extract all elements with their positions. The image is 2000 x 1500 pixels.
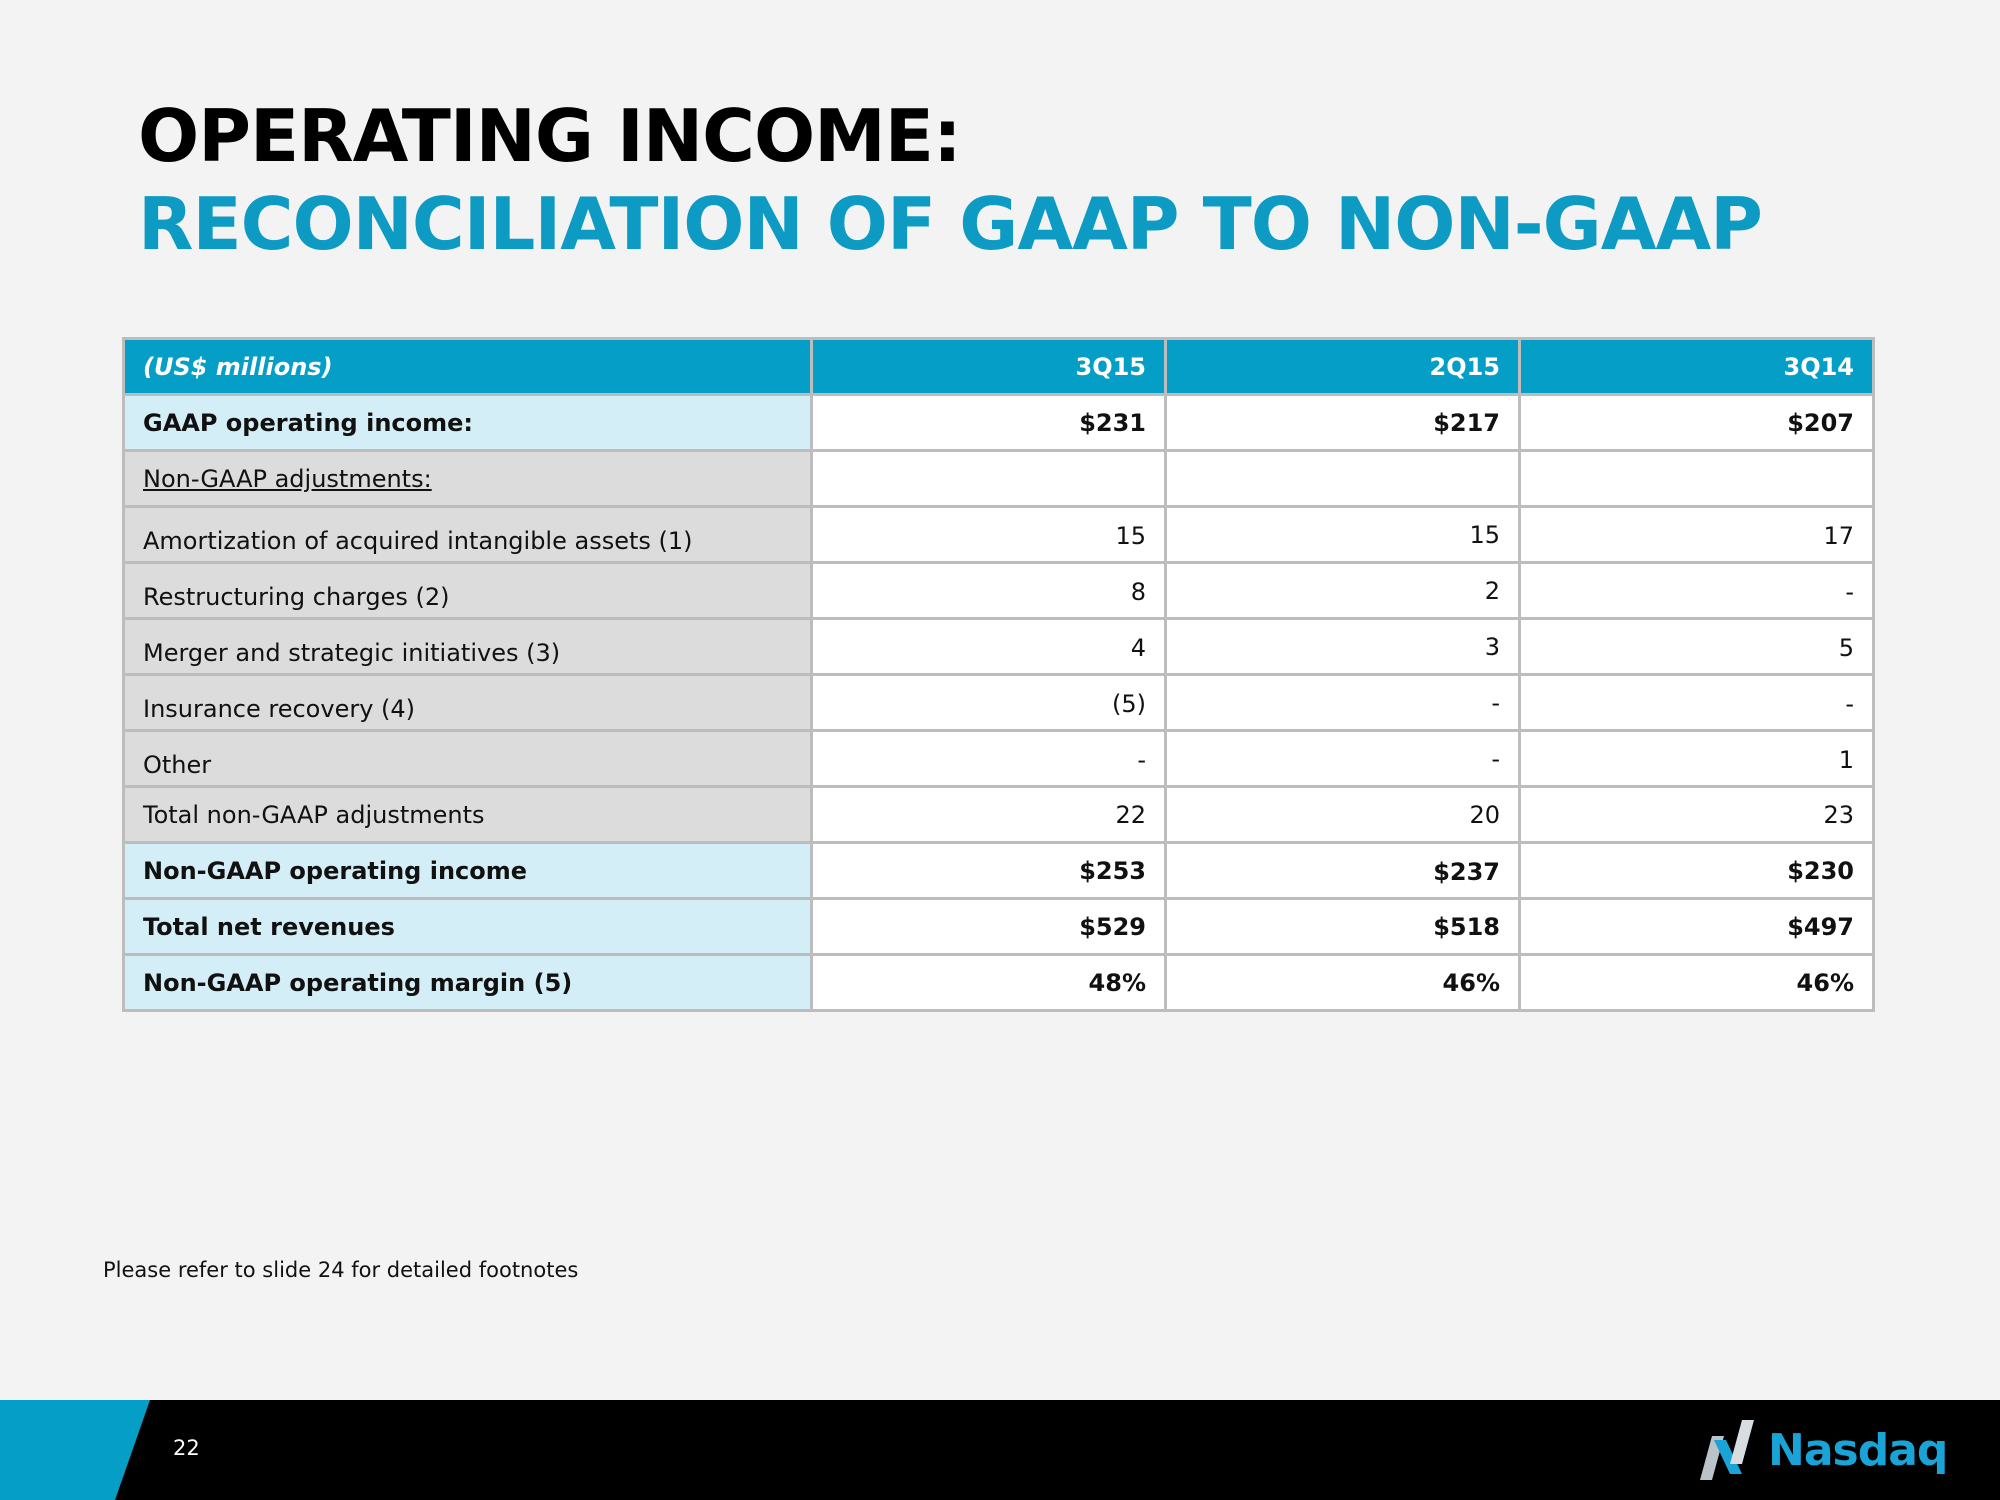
cell-3q15: 22: [812, 787, 1166, 843]
cell-2q15: $237: [1166, 843, 1520, 899]
row-label: Amortization of acquired intangible assets (1): [124, 507, 812, 563]
row-label: Total net revenues: [124, 899, 812, 955]
row-label: Restructuring charges (2): [124, 563, 812, 619]
cell-3q15: 4: [812, 619, 1166, 675]
slide-title-line-1: OPERATING INCOME:: [138, 94, 961, 178]
cell-2q15: -: [1166, 731, 1520, 787]
cell-2q15: 46%: [1166, 955, 1520, 1011]
cell-3q15: 15: [812, 507, 1166, 563]
cell-3q14: 5: [1520, 619, 1874, 675]
slide-title-line-2: RECONCILIATION OF GAAP TO NON-GAAP: [138, 182, 1762, 266]
cell-2q15: $217: [1166, 395, 1520, 451]
cell-3q15: (5): [812, 675, 1166, 731]
brand-logo: [1690, 1418, 1947, 1482]
row-label: Other: [124, 731, 812, 787]
table-header-row: [124, 339, 1874, 395]
header-units: (US$ millions): [124, 339, 812, 395]
cell-3q14: $207: [1520, 395, 1874, 451]
cell-3q14: [1520, 451, 1874, 507]
cell-2q15: [1166, 451, 1520, 507]
table-row: [124, 955, 1874, 1011]
table-row: [124, 675, 1874, 731]
page-number: 22: [173, 1436, 200, 1460]
cell-3q14: 46%: [1520, 955, 1874, 1011]
row-label: Non-GAAP operating income: [124, 843, 812, 899]
table-row: [124, 787, 1874, 843]
row-label: GAAP operating income:: [124, 395, 812, 451]
cell-2q15: 3: [1166, 619, 1520, 675]
header-3q14: 3Q14: [1520, 339, 1874, 395]
cell-3q15: $231: [812, 395, 1166, 451]
header-3q15: 3Q15: [812, 339, 1166, 395]
cell-3q14: -: [1520, 563, 1874, 619]
brand-name: Nasdaq: [1768, 1424, 1948, 1476]
cell-3q14: $230: [1520, 843, 1874, 899]
cell-3q14: 17: [1520, 507, 1874, 563]
row-label: Non-GAAP operating margin (5): [124, 955, 812, 1011]
cell-3q14: 1: [1520, 731, 1874, 787]
row-label: Total non-GAAP adjustments: [124, 787, 812, 843]
header-2q15: 2Q15: [1166, 339, 1520, 395]
cell-2q15: -: [1166, 675, 1520, 731]
table-row: [124, 899, 1874, 955]
cell-2q15: 15: [1166, 507, 1520, 563]
cell-3q14: $497: [1520, 899, 1874, 955]
cell-3q14: -: [1520, 675, 1874, 731]
footer-bar: [0, 1400, 2000, 1500]
footer-accent: [0, 1400, 150, 1500]
cell-3q15: -: [812, 731, 1166, 787]
adjustments-heading: Non-GAAP adjustments:: [143, 464, 432, 493]
table-row: [124, 451, 1874, 507]
cell-3q15: [812, 451, 1166, 507]
table-row: [124, 395, 1874, 451]
row-label: [124, 451, 812, 507]
table-row: [124, 731, 1874, 787]
row-label: Insurance recovery (4): [124, 675, 812, 731]
cell-2q15: 20: [1166, 787, 1520, 843]
table-row: [124, 619, 1874, 675]
row-label: Merger and strategic initiatives (3): [124, 619, 812, 675]
reconciliation-table: [122, 337, 1875, 1012]
cell-3q15: $253: [812, 843, 1166, 899]
cell-3q15: 8: [812, 563, 1166, 619]
cell-3q14: 23: [1520, 787, 1874, 843]
footnote: Please refer to slide 24 for detailed footnotes: [103, 1258, 579, 1282]
cell-2q15: $518: [1166, 899, 1520, 955]
table-row: [124, 507, 1874, 563]
nasdaq-logo-icon: [1690, 1418, 1762, 1482]
cell-2q15: 2: [1166, 563, 1520, 619]
cell-3q15: 48%: [812, 955, 1166, 1011]
table-row: [124, 843, 1874, 899]
cell-3q15: $529: [812, 899, 1166, 955]
slide-title: [138, 92, 1762, 268]
table-row: [124, 563, 1874, 619]
